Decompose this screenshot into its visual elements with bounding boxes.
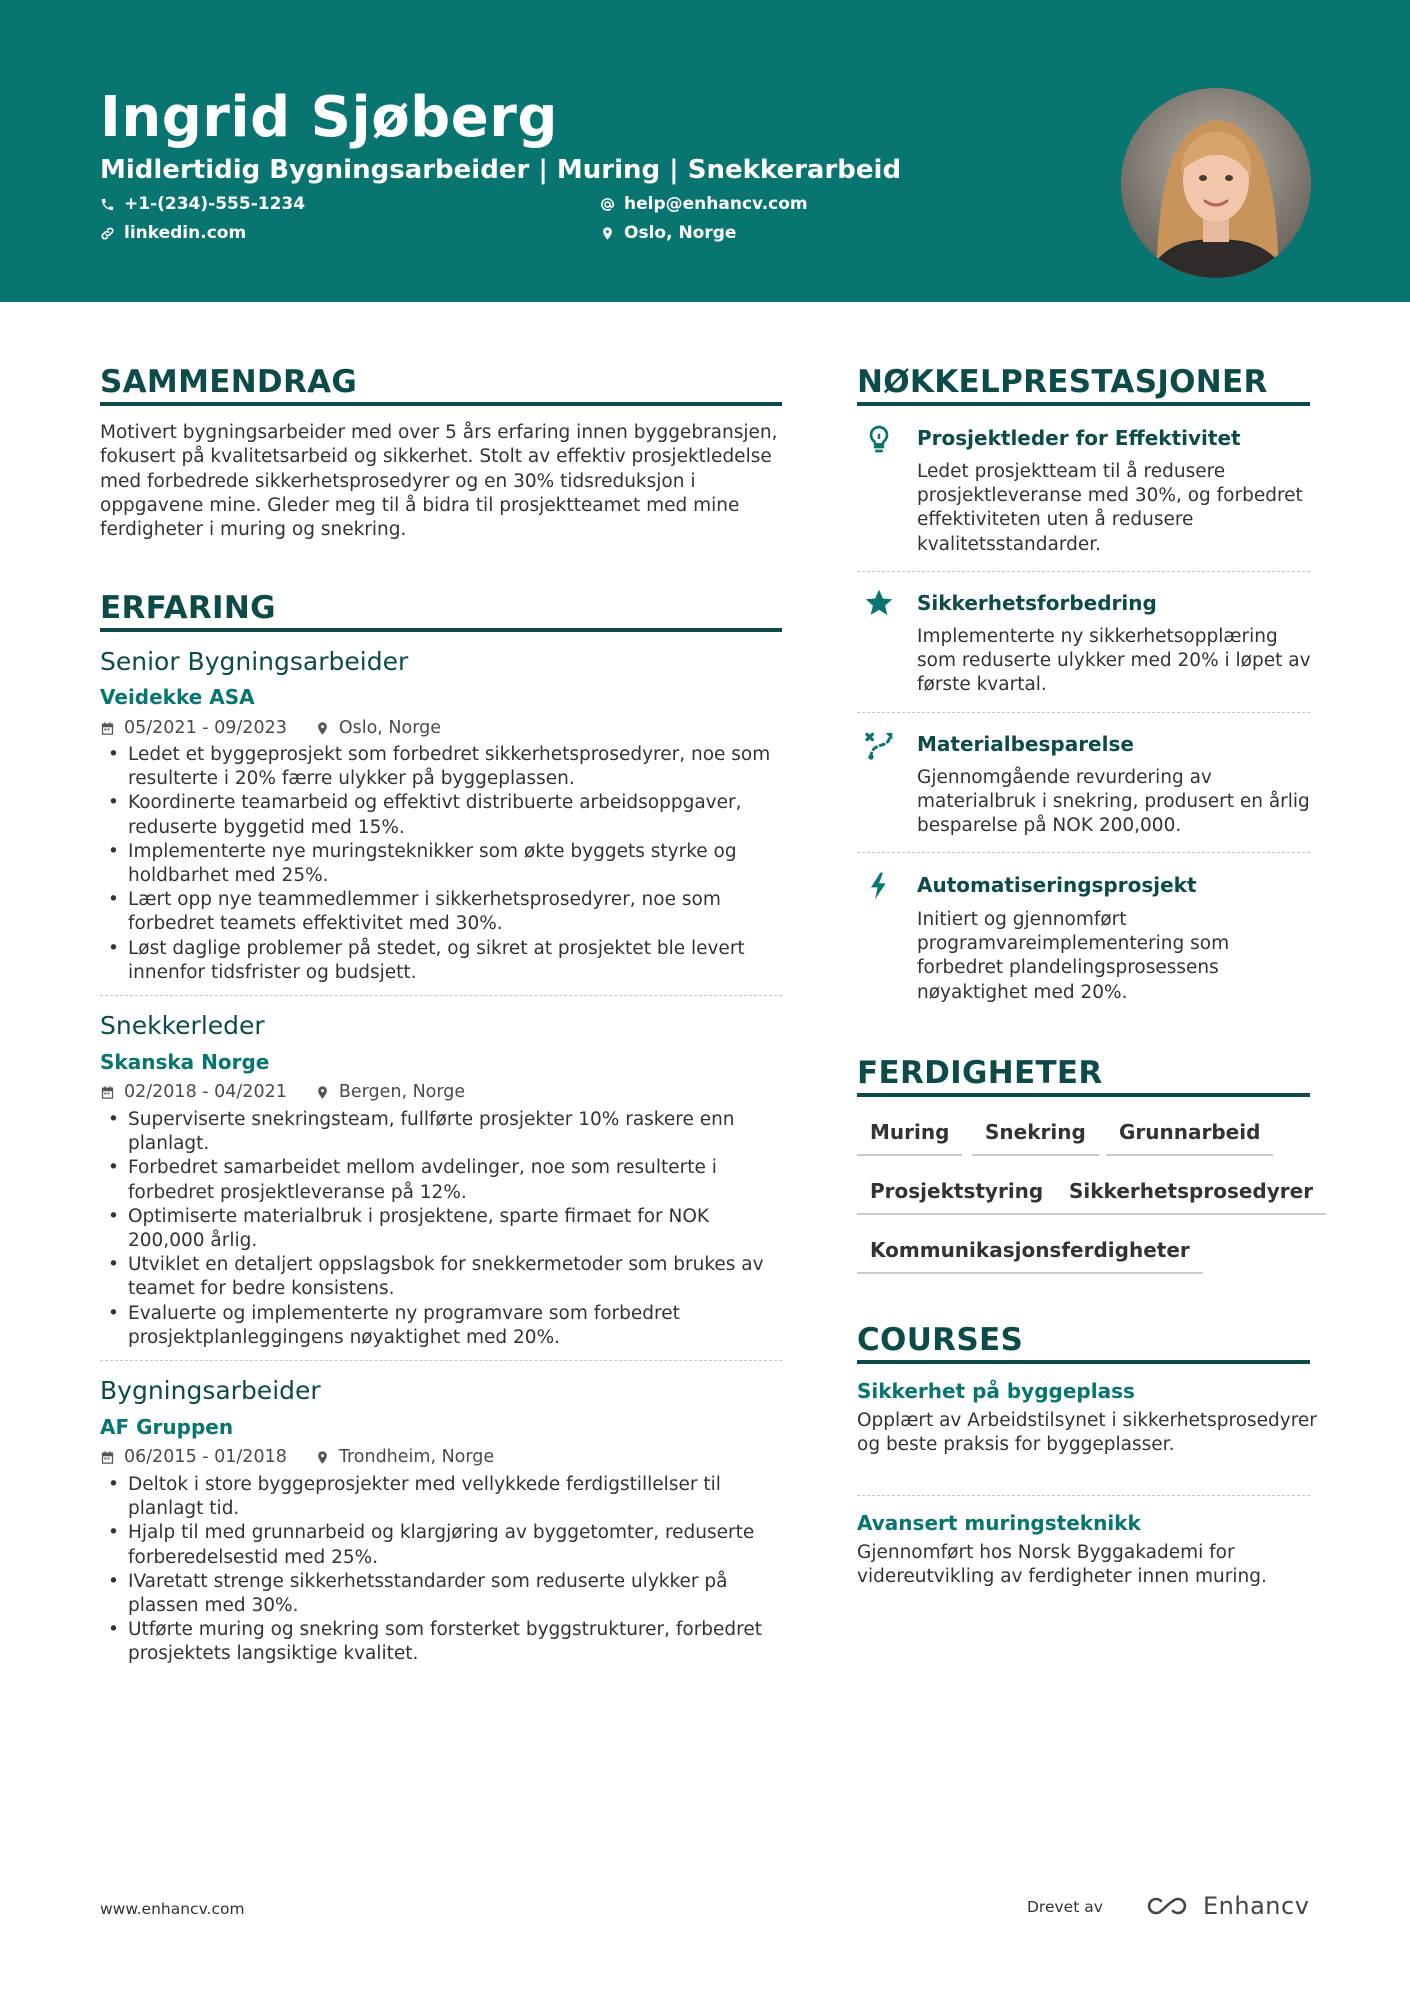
footer-powered-by: Drevet av <box>1027 1898 1103 1916</box>
candidate-subtitle: Midlertidig Bygningsarbeider | Muring | Snekkerarbeid <box>100 155 902 185</box>
job-company: AF Gruppen <box>100 1415 234 1439</box>
achievements-rule <box>857 402 1310 406</box>
experience-heading: ERFARING <box>100 590 276 626</box>
achievement-text: Implementerte ny sikkerhetsopplæring som reduserte ulykker med 20% i løpet av første kvartal. <box>917 626 1311 696</box>
route-icon <box>860 726 898 764</box>
job-title: Bygningsarbeider <box>100 1376 321 1405</box>
location-pin-icon <box>600 226 615 241</box>
achievement-text: Initiert og gjennomført programvareimplementering som forbedret plandelingsprosessens nøyaktighet med 20%. <box>917 909 1230 1003</box>
job-dates: 05/2021 - 09/2023 <box>124 718 287 738</box>
lightbulb-icon <box>860 420 898 458</box>
skill-tag: Grunnarbeid <box>1106 1118 1273 1156</box>
location-pin-icon <box>315 1450 330 1465</box>
bullet-item: • Utførte muring og snekring som forsterket byggstrukturer, forbedret prosjektets langsiktige kvalitet. <box>100 1618 790 1666</box>
location-pin-icon <box>315 721 330 736</box>
footer-brand-text: Enhancv <box>1203 1892 1310 1920</box>
contact-email[interactable] <box>600 192 808 216</box>
phone-text: +1-(234)-555-1234 <box>124 194 306 214</box>
job-bullets <box>100 1108 790 1350</box>
location-text: Oslo, Norge <box>624 223 737 243</box>
phone-icon <box>100 197 115 212</box>
skill-tag: Kommunikasjonsferdigheter <box>857 1236 1203 1274</box>
course-divider <box>857 1495 1310 1496</box>
course-text: Gjennomført hos Norsk Byggakademi for videreutvikling av ferdigheter innen muring. <box>857 1542 1267 1588</box>
job-location: Trondheim, Norge <box>338 1447 495 1467</box>
achievement-divider <box>857 712 1310 713</box>
calendar-icon <box>100 721 115 736</box>
header-banner <box>0 0 1410 302</box>
calendar-icon <box>100 1085 115 1100</box>
skill-tag: Prosjektstyring <box>857 1177 1056 1215</box>
course-title: Avansert muringsteknikk <box>857 1511 1141 1535</box>
achievements-heading: NØKKELPRESTASJONER <box>857 364 1268 400</box>
achievement-text: Gjennomgående revurdering av materialbruk i snekring, produsert en årlig besparelse på NOK 200,000. <box>917 767 1310 837</box>
course-text: Opplært av Arbeidstilsynet i sikkerhetsprosedyrer og beste praksis for byggeplasser. <box>857 1410 1317 1456</box>
job-title: Senior Bygningsarbeider <box>100 647 409 676</box>
achievement-title: Materialbesparelse <box>917 732 1134 756</box>
bullet-item: • Deltok i store byggeprosjekter med vellykkede ferdigstillelser til planlagt tid. <box>100 1473 790 1521</box>
achievement-title: Automatiseringsprosjekt <box>917 873 1197 897</box>
skill-tag: Sikkerhetsprosedyrer <box>1056 1177 1326 1215</box>
skill-tag: Snekring <box>972 1118 1099 1156</box>
achievement-divider <box>857 852 1310 853</box>
job-location: Oslo, Norge <box>338 718 441 738</box>
summary-rule <box>100 402 782 406</box>
job-bullets <box>100 1473 790 1667</box>
experience-rule <box>100 628 782 632</box>
contact-linkedin[interactable] <box>100 221 246 245</box>
bullet-item: • Implementerte nye muringsteknikker som økte byggets styrke og holdbarhet med 25%. <box>100 840 790 888</box>
achievement-title: Prosjektleder for Effektivitet <box>917 426 1241 450</box>
courses-heading: COURSES <box>857 1322 1024 1358</box>
course-title: Sikkerhet på byggeplass <box>857 1379 1135 1403</box>
linkedin-text: linkedin.com <box>124 223 247 243</box>
achievement-title: Sikkerhetsforbedring <box>917 591 1157 615</box>
job-bullets <box>100 743 790 985</box>
job-company: Veidekke ASA <box>100 685 255 709</box>
summary-heading: SAMMENDRAG <box>100 364 358 400</box>
bullet-item: • Lært opp nye teammedlemmer i sikkerhetsprosedyrer, noe som forbedret teamets effektivitet med 30%. <box>100 888 790 936</box>
job-company: Skanska Norge <box>100 1050 270 1074</box>
footer-url[interactable]: www.enhancv.com <box>100 1900 245 1918</box>
bullet-item: • Evaluerte og implementerte ny programvare som forbedret prosjektplanleggingens nøyaktighet med 20%. <box>100 1302 790 1350</box>
courses-rule <box>857 1360 1310 1364</box>
job-meta <box>100 1445 494 1469</box>
bullet-item: • Superviserte snekringsteam, fullførte prosjekter 10% raskere enn planlagt. <box>100 1108 790 1156</box>
job-dates: 06/2015 - 01/2018 <box>124 1447 287 1467</box>
candidate-name: Ingrid Sjøberg <box>100 85 558 150</box>
bullet-item: • Løst daglige problemer på stedet, og sikret at prosjektet ble levert innenfor tidsfrister og budsjett. <box>100 937 790 985</box>
bullet-item: • Koordinerte teamarbeid og effektivt distribuerte arbeidsoppgaver, reduserte byggetid med 15%. <box>100 791 790 839</box>
job-dates: 02/2018 - 04/2021 <box>124 1082 287 1102</box>
job-location: Bergen, Norge <box>338 1082 466 1102</box>
job-divider <box>100 995 782 996</box>
bullet-item: • IVaretatt strenge sikkerhetsstandarder som reduserte ulykker på plassen med 30%. <box>100 1570 790 1618</box>
at-icon <box>600 197 615 212</box>
star-icon <box>860 584 898 622</box>
contact-phone[interactable] <box>100 192 305 216</box>
job-meta <box>100 1080 465 1104</box>
bullet-item: • Forbedret samarbeidet mellom avdelinger, noe som resulterte i forbedret prosjektleveranse på 12%. <box>100 1156 790 1204</box>
summary-text: Motivert bygningsarbeider med over 5 års erfaring innen byggebransjen, fokusert på kvalitetsarbeid og sikkerhet. Stolt av effektiv prosjektledelse med forbedrede sikkerhetsprosedyrer og en 30% tidsreduksjon i oppgavene mine. Gleder meg til å bidra til prosjektteamet med mine ferdigheter i muring og snekring. <box>100 422 778 541</box>
achievement-divider <box>857 571 1310 572</box>
lightning-icon <box>860 867 898 905</box>
email-text: help@enhancv.com <box>624 194 808 214</box>
footer-brand[interactable] <box>1147 1892 1309 1920</box>
bullet-item: • Ledet et byggeprosjekt som forbedret sikkerhetsprosedyrer, noe som resulterte i 20% færre ulykker på byggeplassen. <box>100 743 790 791</box>
avatar <box>1121 88 1311 278</box>
skill-tag: Muring <box>857 1118 962 1156</box>
job-divider <box>100 1360 782 1361</box>
link-icon <box>100 226 115 241</box>
enhancv-logo-icon <box>1147 1894 1195 1918</box>
skills-heading: FERDIGHETER <box>857 1055 1103 1091</box>
contact-location <box>600 221 736 245</box>
calendar-icon <box>100 1450 115 1465</box>
skills-rule <box>857 1093 1310 1097</box>
job-title: Snekkerleder <box>100 1011 265 1040</box>
bullet-item: • Utviklet en detaljert oppslagsbok for snekkermetoder som brukes av teamet for bedre konsistens. <box>100 1253 790 1301</box>
bullet-item: • Optimiserte materialbruk i prosjektene, sparte firmaet for NOK 200,000 årlig. <box>100 1205 790 1253</box>
achievement-text: Ledet prosjektteam til å redusere prosjektleveranse med 30%, og forbedret effektiviteten uten å redusere kvalitetsstandarder. <box>917 461 1303 555</box>
job-meta <box>100 716 441 740</box>
bullet-item: • Hjalp til med grunnarbeid og klargjøring av byggetomter, reduserte forberedelsestid med 25%. <box>100 1521 790 1569</box>
location-pin-icon <box>315 1085 330 1100</box>
